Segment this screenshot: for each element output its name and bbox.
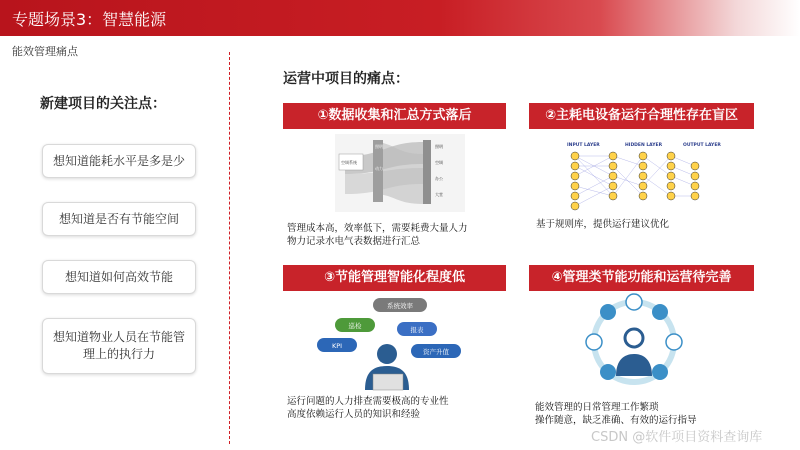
concern-card: 想知道物业人员在节能管理上的执行力 xyxy=(42,318,196,374)
sankey-label: 动力 xyxy=(375,166,383,171)
sankey-label: 照明 xyxy=(435,144,443,149)
neural-network-image xyxy=(563,138,721,210)
bubble-label: 资产升值 xyxy=(423,348,449,356)
layer-label: OUTPUT LAYER xyxy=(683,143,721,148)
panel-2-banner: ②主耗电设备运行合理性存在盲区 xyxy=(529,103,754,129)
section-subtitle: 能效管理痛点 xyxy=(12,45,78,58)
bubble-label: KPI xyxy=(331,342,343,350)
header-bar xyxy=(0,0,800,36)
layer-label: HIDDEN LAYER xyxy=(625,143,663,148)
watermark: CSDN @软件项目资料查询库 xyxy=(591,430,763,445)
workload-illustration xyxy=(315,296,475,392)
panel-2-description: 基于规则库，提供运行建议优化 xyxy=(536,219,670,230)
management-cycle-illustration xyxy=(574,294,694,390)
sankey-label: 办公 xyxy=(435,176,443,181)
panel-4-banner: ④管理类节能功能和运营待完善 xyxy=(529,265,754,291)
concern-card: 想知道如何高效节能 xyxy=(42,260,196,294)
sankey-label: 大堂 xyxy=(435,192,443,197)
concern-card: 想知道能耗水平是多是少 xyxy=(42,144,196,178)
page-title: 专题场景3：智慧能源 xyxy=(12,10,167,29)
sankey-diagram-image xyxy=(335,134,465,212)
panel-1-banner: ①数据收集和汇总方式落后 xyxy=(283,103,506,129)
bubble-label: 巡检 xyxy=(348,322,362,330)
panel-3-banner: ③节能管理智能化程度低 xyxy=(283,265,506,291)
layer-label: INPUT LAYER xyxy=(567,143,600,148)
panel-1-description: 管理成本高，效率低下，需要耗费大量人力 物力记录水电气表数据进行汇总 xyxy=(287,223,468,247)
operating-project-title: 运营中项目的痛点： xyxy=(283,71,409,87)
sankey-label: 照明 xyxy=(375,144,383,149)
sankey-label: 空调 xyxy=(435,160,443,165)
new-project-title: 新建项目的关注点： xyxy=(40,96,166,112)
dashed-divider xyxy=(229,52,230,444)
panel-3-description: 运行问题的人力排查需要极高的专业性 高度依赖运行人员的知识和经验 xyxy=(287,396,449,420)
bubble-label: 系统效率 xyxy=(387,302,413,310)
concern-card: 想知道是否有节能空间 xyxy=(42,202,196,236)
panel-4-description: 能效管理的日常管理工作繁琐 操作随意，缺乏准确、有效的运行指导 xyxy=(535,402,697,426)
bubble-label: 报表 xyxy=(410,326,424,334)
sankey-label: 空调系统 xyxy=(341,160,357,165)
